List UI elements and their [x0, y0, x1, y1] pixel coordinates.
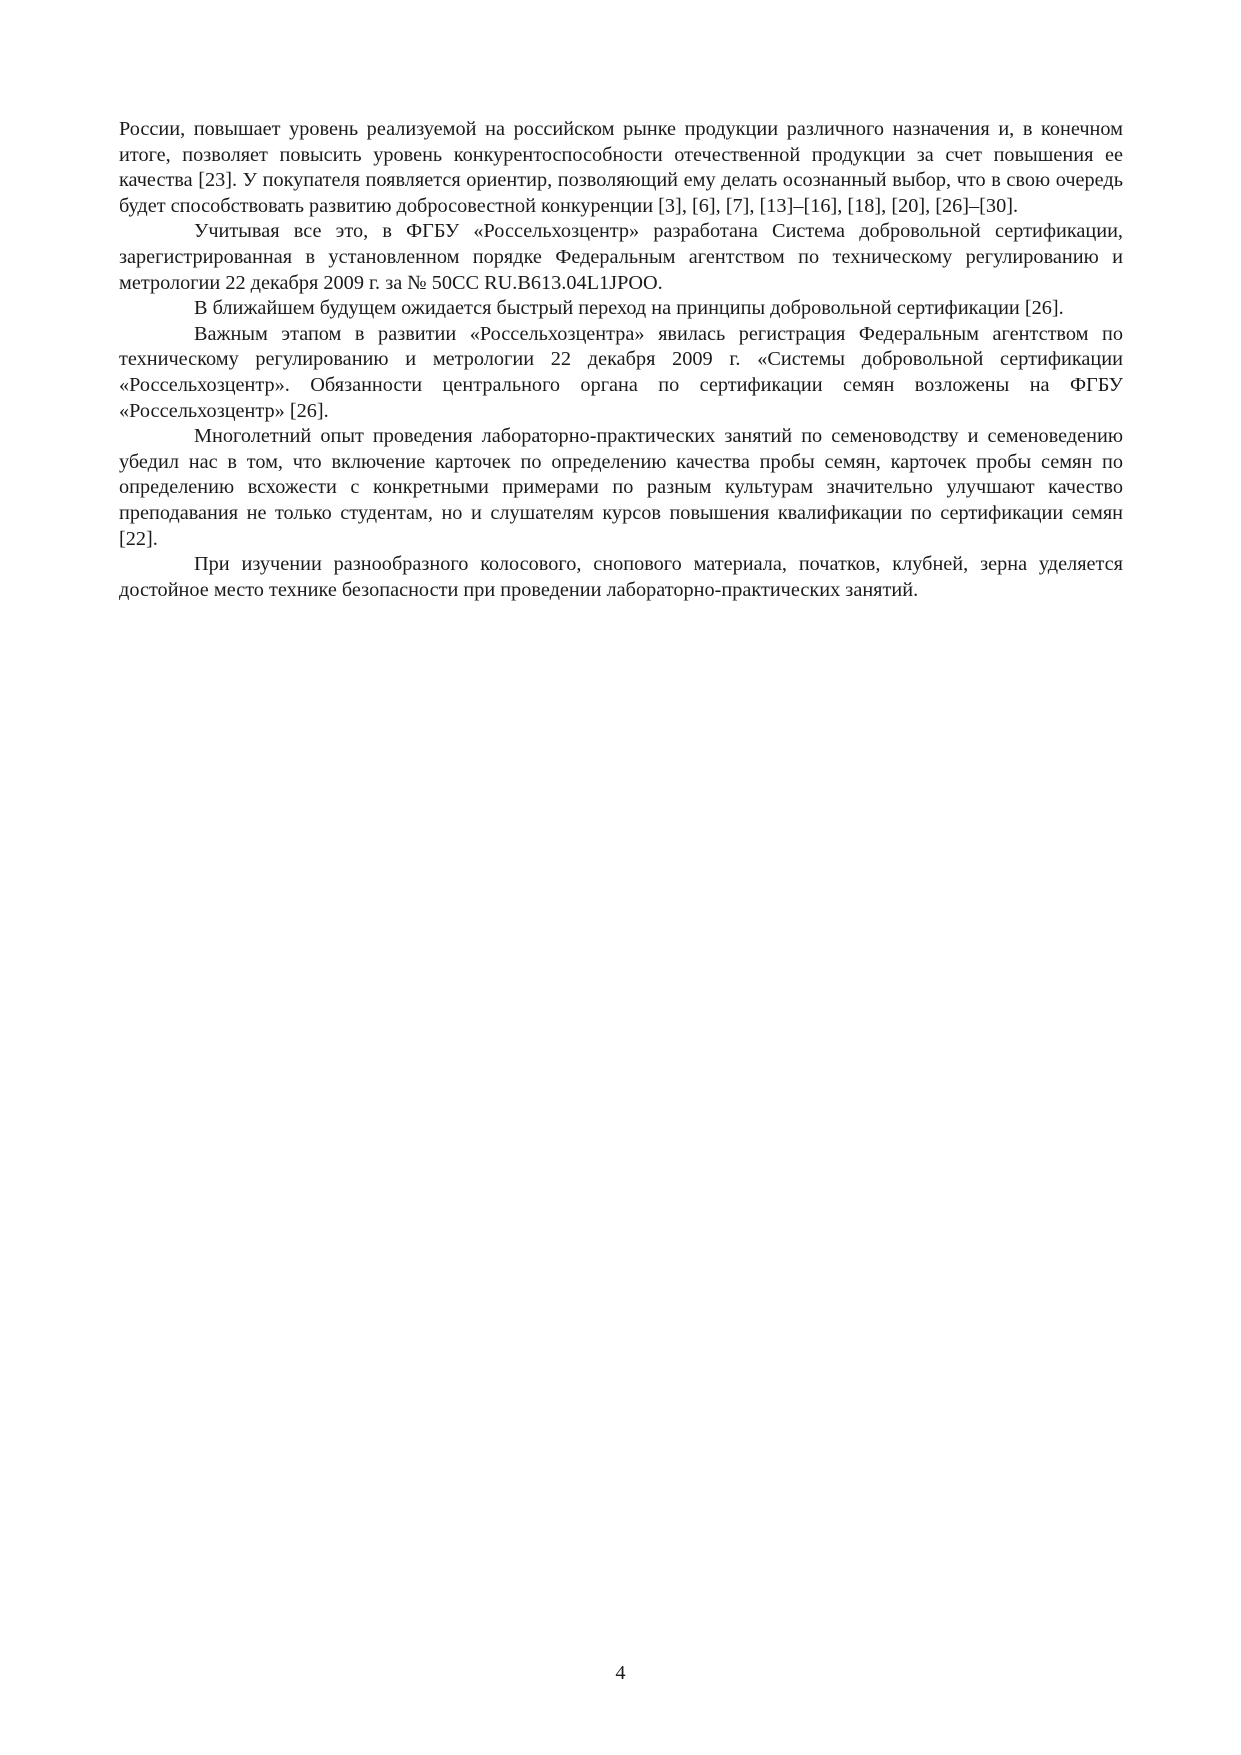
paragraph-2: Учитывая все это, в ФГБУ «Россельхозцентр» разработана Система добровольной сертификации, зарегистрированная в установленном порядке Федеральным агентством по техническому регулированию и метрологии 22 декабря 2009 г. за № 50СС RU.B613.04L1JPOO. [119, 220, 1123, 294]
page-number: 4 [615, 1662, 626, 1684]
paragraph-3: В ближайшем будущем ожидается быстрый переход на принципы добровольной сертификации [26]. [194, 297, 1064, 320]
body-text [119, 117, 1123, 603]
paragraph-6: При изучении разнообразного колосового, снопового материала, початков, клубней, зерна уделяется достойное место технике безопасности при проведении лабораторно-практических занятий. [119, 553, 1123, 601]
paragraph-4: Важным этапом в развитии «Россельхозцентра» явилась регистрация Федеральным агентством по техническому регулированию и метрологии 22 декабря 2009 г. «Системы добровольной сертификации «Россельхозцентр». Обязанности центрального органа по сертификации семян возложены на ФГБУ «Россельхозцентр» [26]. [119, 322, 1123, 422]
paragraph-5: Многолетний опыт проведения лабораторно-практических занятий по семеноводству и семеноведению убедил нас в том, что включение карточек по определению качества пробы семян, карточек пробы семян по определению всхожести с конкретными примерами по разным культурам значительно улучшают качество преподавания не только студентам, но и слушателям курсов повышения квалификации по сертификации семян [22]. [119, 425, 1123, 550]
paragraph-1: России, повышает уровень реализуемой на российском рынке продукции различного назначения и, в конечном итоге, позволяет повысить уровень конкурентоспособности отечественной продукции за счет повышения ее качества [23]. У покупателя появляется ориентир, позволяющий ему делать осознанный выбор, что в свою очередь будет способствовать развитию добросовестной конкуренции [3], [6], [7], [13]–[16], [18], [20], [26]–[30]. [119, 118, 1123, 217]
